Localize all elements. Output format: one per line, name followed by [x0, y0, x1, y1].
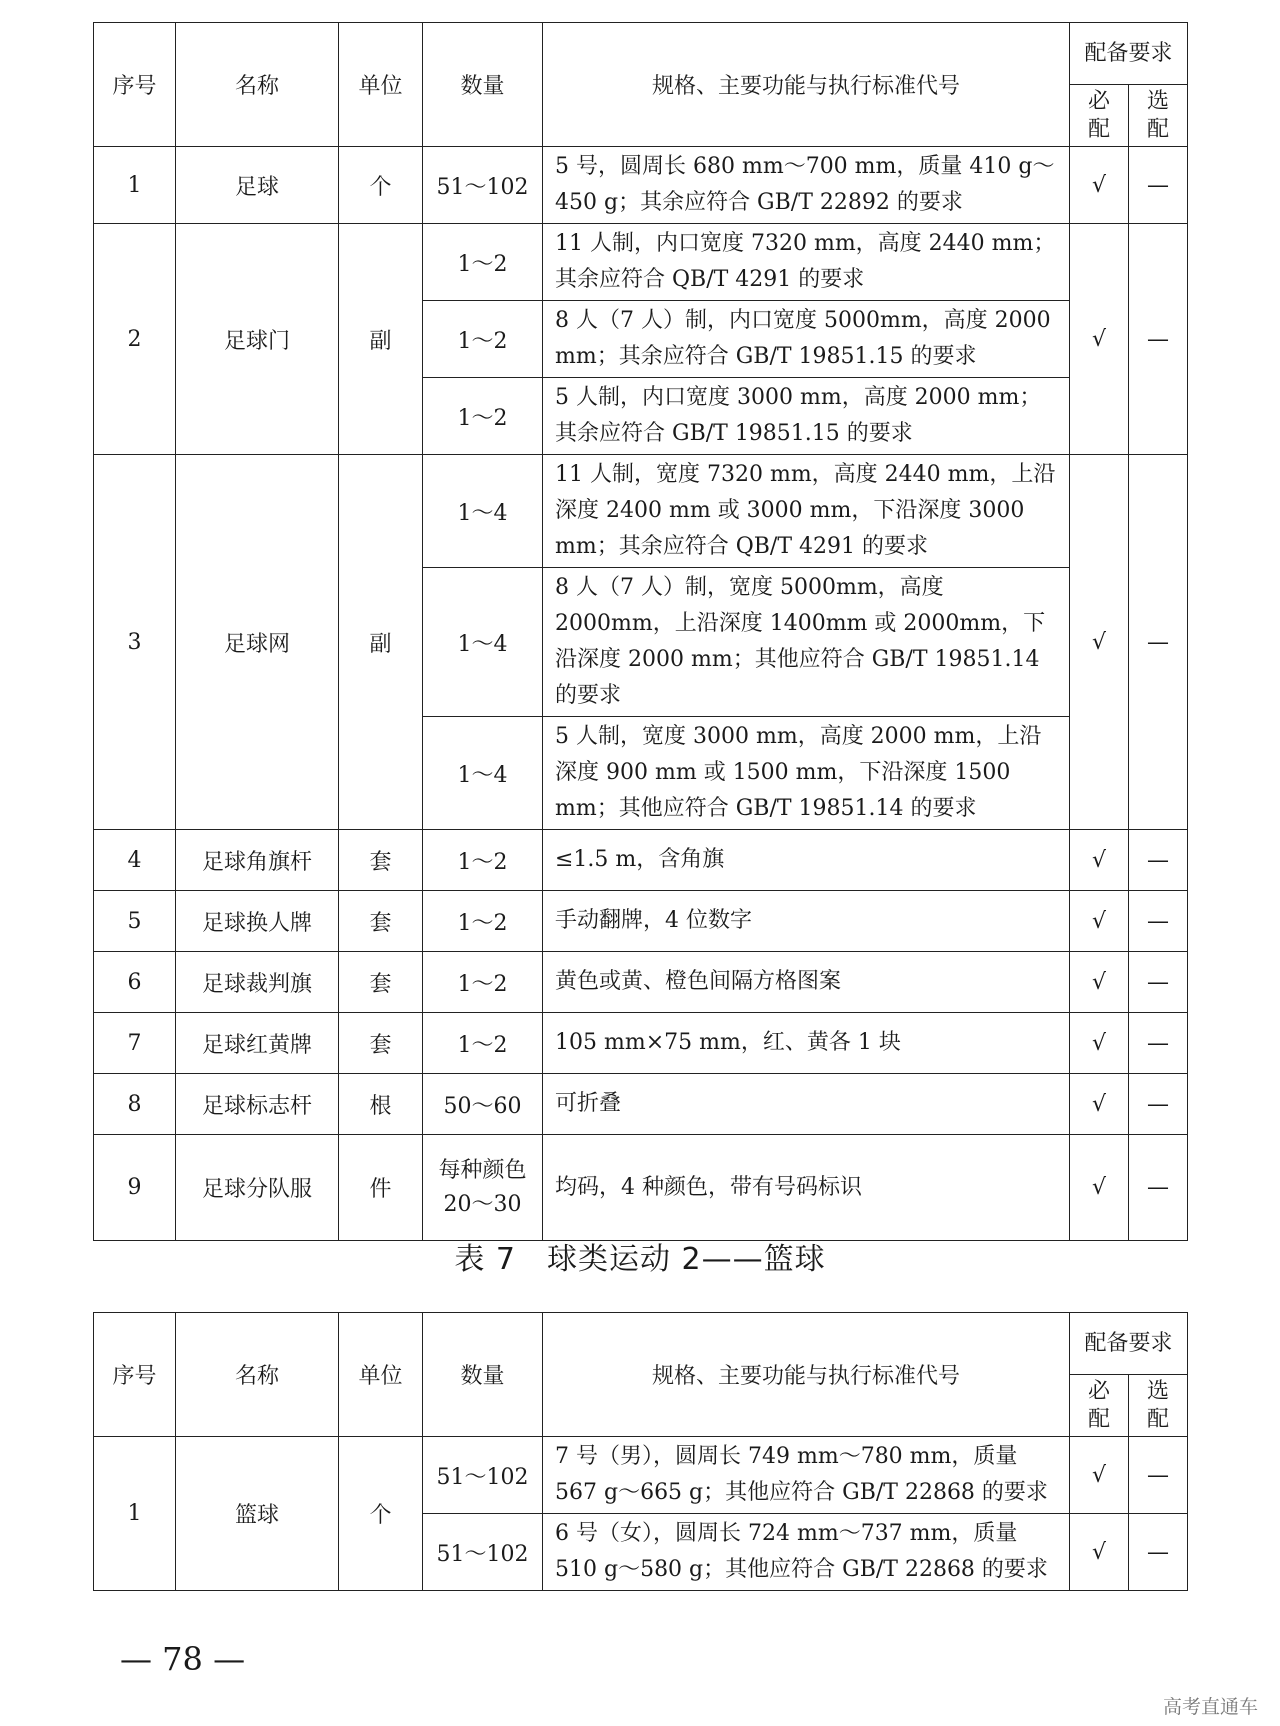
header-name: 名称: [176, 23, 339, 147]
header-req-optional: 选配: [1129, 85, 1188, 147]
name-cell: 足球红黄牌: [176, 1013, 339, 1074]
table-row: [94, 891, 1188, 952]
optional-mark: —: [1129, 1135, 1188, 1241]
spec-cell: 5 号，圆周长 680 mm～700 mm，质量 410 g～450 g；其余应符合 GB/T 22892 的要求: [543, 147, 1070, 224]
qty-cell: 1～2: [423, 830, 543, 891]
optional-mark: —: [1129, 952, 1188, 1013]
qty-cell: 1～4: [423, 455, 543, 568]
unit-cell: 个: [339, 1437, 423, 1591]
header-unit: 单位: [339, 1313, 423, 1437]
table-row: [94, 455, 1188, 568]
required-mark: √: [1070, 952, 1129, 1013]
seq-cell: 3: [94, 455, 176, 830]
name-cell: 足球网: [176, 455, 339, 830]
name-cell: 足球门: [176, 224, 339, 455]
table-row: [94, 830, 1188, 891]
table-caption: 表 7 球类运动 2——篮球: [454, 1242, 826, 1277]
basketball-equipment-table: [93, 1312, 1188, 1591]
qty-cell: 1～2: [423, 952, 543, 1013]
table-row: [94, 1437, 1188, 1514]
table-row: [94, 1074, 1188, 1135]
unit-cell: 套: [339, 952, 423, 1013]
required-mark: √: [1070, 147, 1129, 224]
header-name: 名称: [176, 1313, 339, 1437]
qty-cell: 1～2: [423, 378, 543, 455]
header-seq: 序号: [94, 1313, 176, 1437]
table-row: [94, 1135, 1188, 1241]
watermark-text: 高考直通车: [1162, 1696, 1258, 1718]
optional-mark: —: [1129, 1437, 1188, 1514]
unit-cell: 个: [339, 147, 423, 224]
header-spec: 规格、主要功能与执行标准代号: [543, 23, 1070, 147]
unit-cell: 副: [339, 455, 423, 830]
qty-cell: 1～2: [423, 891, 543, 952]
required-mark: √: [1070, 1437, 1129, 1514]
qty-cell: 1～4: [423, 568, 543, 717]
seq-cell: 5: [94, 891, 176, 952]
optional-mark: —: [1129, 1514, 1188, 1591]
header-seq: 序号: [94, 23, 176, 147]
optional-mark: —: [1129, 891, 1188, 952]
name-cell: 足球裁判旗: [176, 952, 339, 1013]
table-row: [94, 952, 1188, 1013]
qty-cell: 50～60: [423, 1074, 543, 1135]
required-mark: √: [1070, 891, 1129, 952]
seq-cell: 8: [94, 1074, 176, 1135]
optional-mark: —: [1129, 455, 1188, 830]
spec-cell: 黄色或黄、橙色间隔方格图案: [543, 952, 1070, 1013]
seq-cell: 1: [94, 147, 176, 224]
qty-cell: 1～2: [423, 301, 543, 378]
spec-cell: 8 人（7 人）制，宽度 5000mm，高度 2000mm，上沿深度 1400mm 或 2000mm，下沿深度 2000 mm；其他应符合 GB/T 19851.14 的要求: [543, 568, 1070, 717]
header-req: 配备要求: [1070, 23, 1188, 85]
unit-cell: 副: [339, 224, 423, 455]
unit-cell: 件: [339, 1135, 423, 1241]
optional-mark: —: [1129, 224, 1188, 455]
header-spec: 规格、主要功能与执行标准代号: [543, 1313, 1070, 1437]
optional-mark: —: [1129, 830, 1188, 891]
spec-cell: 6 号（女），圆周长 724 mm～737 mm，质量 510 g～580 g；其他应符合 GB/T 22868 的要求: [543, 1514, 1070, 1591]
seq-cell: 2: [94, 224, 176, 455]
name-cell: 足球换人牌: [176, 891, 339, 952]
seq-cell: 7: [94, 1013, 176, 1074]
name-cell: 足球角旗杆: [176, 830, 339, 891]
header-req-optional: 选配: [1129, 1375, 1188, 1437]
football-equipment-table: [93, 22, 1188, 1241]
optional-mark: —: [1129, 147, 1188, 224]
seq-cell: 6: [94, 952, 176, 1013]
spec-cell: 11 人制，内口宽度 7320 mm，高度 2440 mm；其余应符合 QB/T 4291 的要求: [543, 224, 1070, 301]
unit-cell: 套: [339, 891, 423, 952]
qty-cell: 每种颜色 20～30: [423, 1135, 543, 1241]
spec-cell: 均码，4 种颜色，带有号码标识: [543, 1135, 1070, 1241]
spec-cell: 105 mm×75 mm，红、黄各 1 块: [543, 1013, 1070, 1074]
seq-cell: 4: [94, 830, 176, 891]
required-mark: √: [1070, 1135, 1129, 1241]
table-row: [94, 147, 1188, 224]
qty-cell: 1～2: [423, 224, 543, 301]
required-mark: √: [1070, 1514, 1129, 1591]
qty-cell: 51～102: [423, 1437, 543, 1514]
seq-cell: 1: [94, 1437, 176, 1591]
name-cell: 篮球: [176, 1437, 339, 1591]
required-mark: √: [1070, 1074, 1129, 1135]
qty-cell: 1～2: [423, 1013, 543, 1074]
spec-cell: 5 人制，宽度 3000 mm，高度 2000 mm，上沿深度 900 mm 或 1500 mm，下沿深度 1500 mm；其他应符合 GB/T 19851.14 的要求: [543, 717, 1070, 830]
required-mark: √: [1070, 455, 1129, 830]
qty-cell: 51～102: [423, 147, 543, 224]
required-mark: √: [1070, 830, 1129, 891]
spec-cell: 11 人制，宽度 7320 mm，高度 2440 mm，上沿深度 2400 mm 或 3000 mm，下沿深度 3000 mm；其余应符合 QB/T 4291 的要求: [543, 455, 1070, 568]
header-unit: 单位: [339, 23, 423, 147]
spec-cell: 5 人制，内口宽度 3000 mm，高度 2000 mm；其余应符合 GB/T 19851.15 的要求: [543, 378, 1070, 455]
header-qty: 数量: [423, 23, 543, 147]
header-qty: 数量: [423, 1313, 543, 1437]
qty-cell: 1～4: [423, 717, 543, 830]
spec-cell: 手动翻牌，4 位数字: [543, 891, 1070, 952]
header-req: 配备要求: [1070, 1313, 1188, 1375]
header-req-required: 必配: [1070, 1375, 1129, 1437]
unit-cell: 根: [339, 1074, 423, 1135]
name-cell: 足球: [176, 147, 339, 224]
qty-cell: 51～102: [423, 1514, 543, 1591]
required-mark: √: [1070, 1013, 1129, 1074]
spec-cell: 8 人（7 人）制，内口宽度 5000mm，高度 2000 mm；其余应符合 GB/T 19851.15 的要求: [543, 301, 1070, 378]
required-mark: √: [1070, 224, 1129, 455]
name-cell: 足球分队服: [176, 1135, 339, 1241]
name-cell: 足球标志杆: [176, 1074, 339, 1135]
unit-cell: 套: [339, 830, 423, 891]
page-number: — 78 —: [120, 1640, 246, 1678]
optional-mark: —: [1129, 1074, 1188, 1135]
spec-cell: 7 号（男），圆周长 749 mm～780 mm，质量 567 g～665 g；其他应符合 GB/T 22868 的要求: [543, 1437, 1070, 1514]
spec-cell: 可折叠: [543, 1074, 1070, 1135]
table-row: [94, 224, 1188, 301]
spec-cell: ≤1.5 m，含角旗: [543, 830, 1070, 891]
header-req-required: 必配: [1070, 85, 1129, 147]
unit-cell: 套: [339, 1013, 423, 1074]
seq-cell: 9: [94, 1135, 176, 1241]
optional-mark: —: [1129, 1013, 1188, 1074]
table-row: [94, 1013, 1188, 1074]
